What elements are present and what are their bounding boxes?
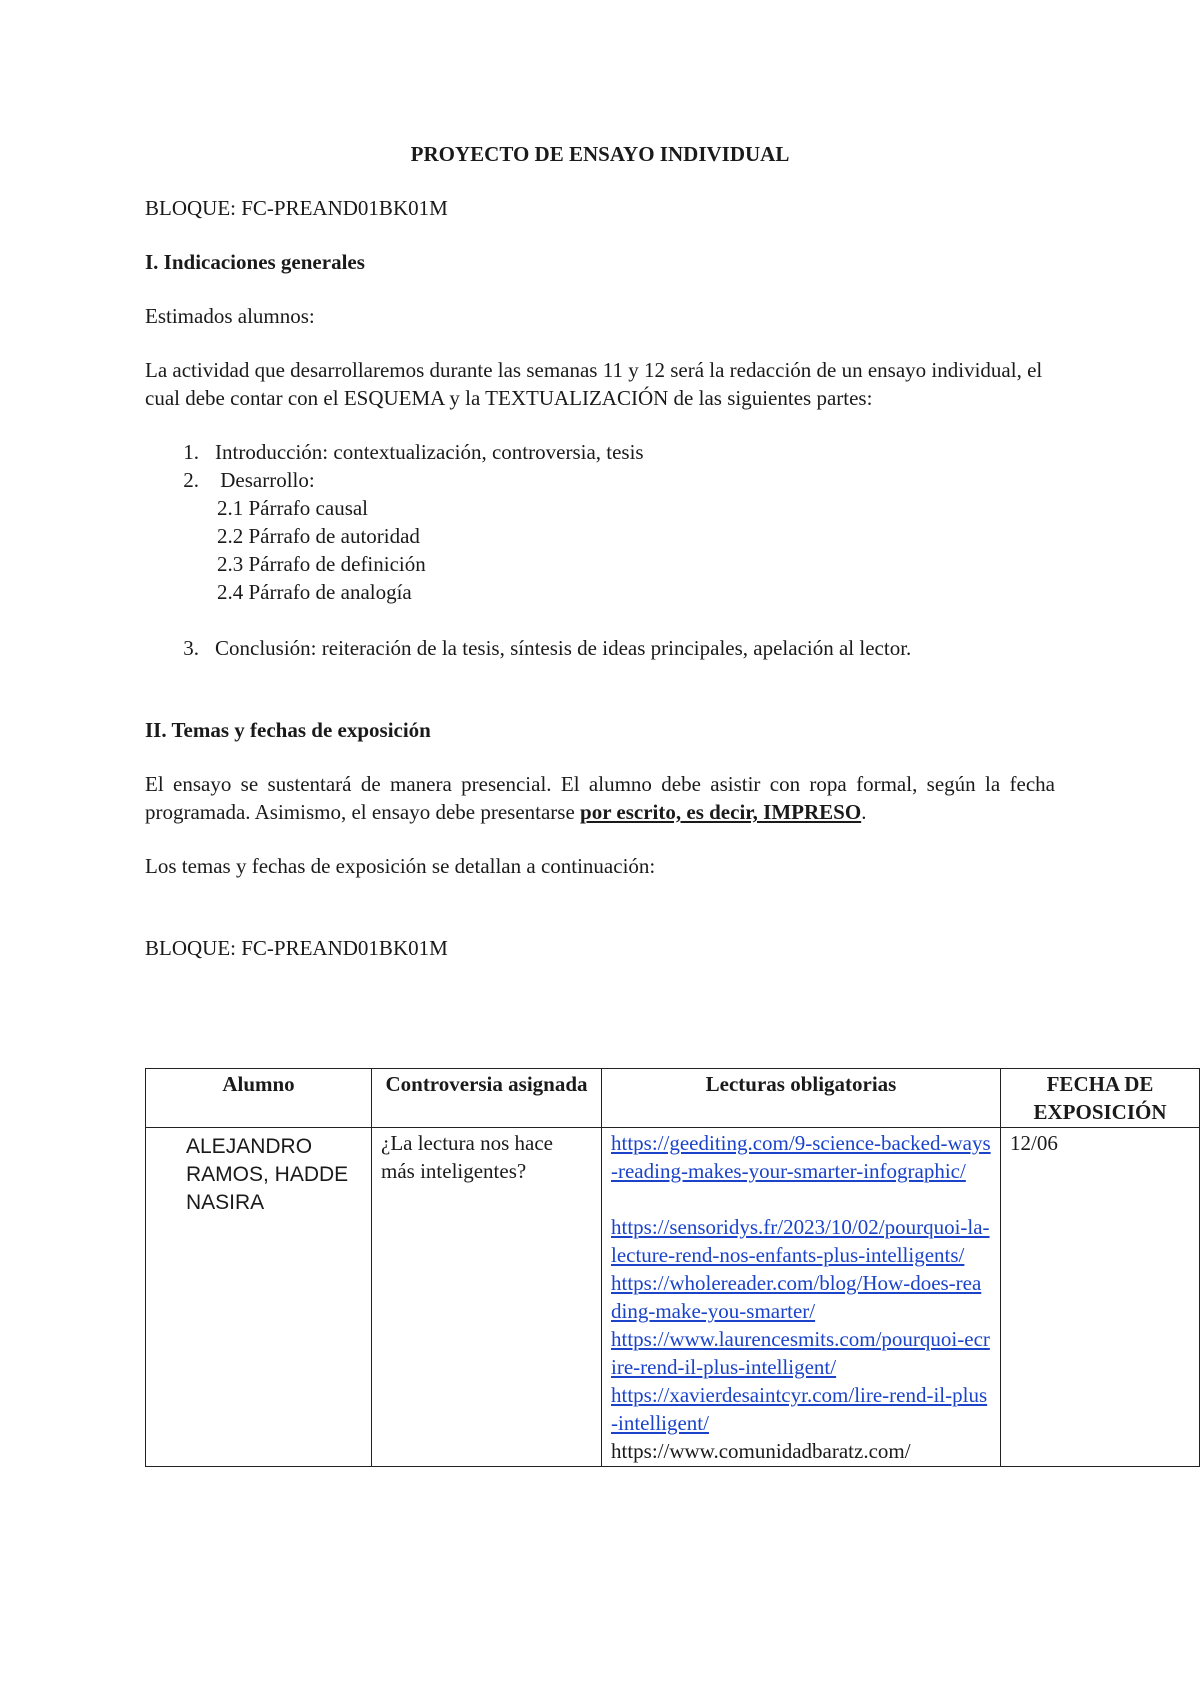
list-item: 3. Conclusión: reiteración de la tesis, síntesis de ideas principales, apelación al lector. <box>183 636 912 660</box>
sub-item: 2.2 Párrafo de autoridad <box>217 524 420 548</box>
readings-cell <box>602 1128 1001 1467</box>
exposition-date: 12/06 <box>1001 1128 1200 1467</box>
table-header-row <box>146 1069 1200 1128</box>
topics-table <box>145 1068 1200 1467</box>
block-line-table: BLOQUE: FC-PREAND01BK01M <box>145 936 448 960</box>
header-readings: Lecturas obligatorias <box>602 1069 1001 1128</box>
list-item: 1. Introducción: contextualización, controversia, tesis <box>183 440 644 464</box>
print-emphasis: por escrito, es decir, IMPRESO <box>580 800 862 824</box>
sub-item: 2.1 Párrafo causal <box>217 496 369 520</box>
header-student: Alumno <box>146 1069 372 1128</box>
reading-link[interactable]: https://sensoridys.fr/2023/10/02/pourquoi-la-lecture-rend-nos-enfants-plus-intelligents/ <box>611 1215 990 1267</box>
block-line: BLOQUE: FC-PREAND01BK01M <box>145 196 448 220</box>
presentation-paragraph: El ensayo se sustentará de manera presencial. El alumno debe asistir con ropa formal, según la fecha programada. Asimismo, el ensayo debe presentarse por escrito, es decir, IMPRESO. <box>145 772 1055 824</box>
reading-link[interactable]: https://xavierdesaintcyr.com/lire-rend-il-plus-intelligent/ <box>611 1383 988 1435</box>
document-body <box>145 140 1055 962</box>
list-item: 2. Desarrollo: <box>183 468 315 492</box>
sub-item: 2.3 Párrafo de definición <box>217 552 426 576</box>
sub-item: 2.4 Párrafo de analogía <box>217 580 412 604</box>
document-title: PROYECTO DE ENSAYO INDIVIDUAL <box>410 142 790 166</box>
section-heading-general: I. Indicaciones generales <box>145 250 365 274</box>
intro-paragraph: La actividad que desarrollaremos durante las semanas 11 y 12 será la redacción de un ensayo individual, el cual debe contar con el ESQUEMA y la TEXTUALIZACIÓN de las siguientes partes: <box>145 358 1043 410</box>
greeting: Estimados alumnos: <box>145 304 315 328</box>
table-row <box>146 1128 1200 1467</box>
table-intro: Los temas y fechas de exposición se detallan a continuación: <box>145 854 656 878</box>
header-controversy: Controversia asignada <box>372 1069 602 1128</box>
reading-link[interactable]: https://www.laurencesmits.com/pourquoi-ecrire-rend-il-plus-intelligent/ <box>611 1327 990 1379</box>
reading-link[interactable]: https://wholereader.com/blog/How-does-reading-make-you-smarter/ <box>611 1271 982 1323</box>
student-name: ALEJANDRO RAMOS, HADDE NASIRA <box>146 1128 372 1467</box>
section-heading-topics: II. Temas y fechas de exposición <box>145 718 431 742</box>
reading-url-text: https://www.comunidadbaratz.com/ <box>611 1439 911 1463</box>
reading-link[interactable]: https://geediting.com/9-science-backed-ways-reading-makes-your-smarter-infographic/ <box>611 1131 991 1183</box>
header-date: FECHA DE EXPOSICIÓN <box>1001 1069 1200 1128</box>
parts-list <box>145 438 1055 662</box>
controversy-text: ¿La lectura nos hace más inteligentes? <box>372 1128 602 1467</box>
